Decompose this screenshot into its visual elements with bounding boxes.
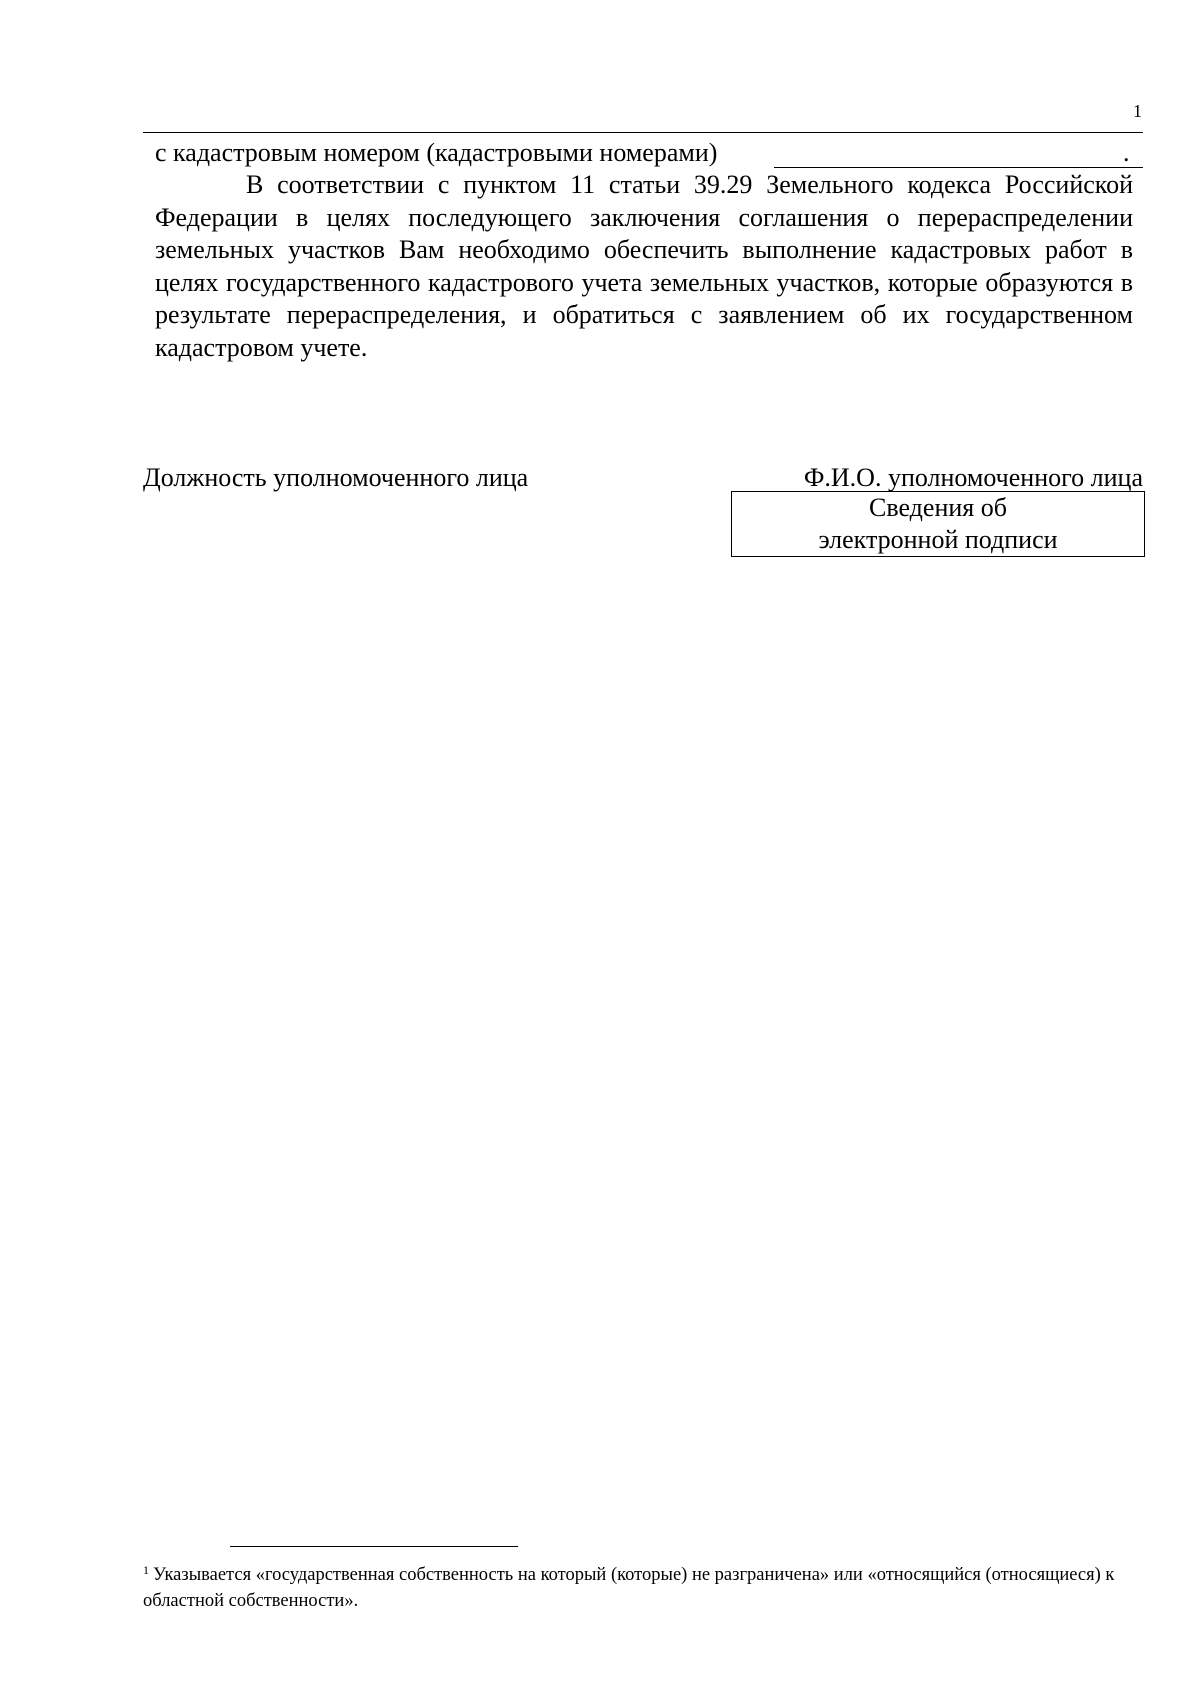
electronic-signature-box [731,491,1145,557]
cadastral-number-label: с кадастровым номером (кадастровыми номерами) [155,138,718,167]
cadastral-number-line [143,137,1143,171]
cadastral-number-blank [774,167,1143,168]
signature-box-line-2: электронной подписи [818,525,1058,554]
signature-box-line-1: Сведения об [869,493,1007,522]
authorized-person-name-label: Ф.И.О. уполномоченного лица [803,463,1143,492]
cadastral-number-end-mark: . [1123,138,1130,167]
page-number: 1 [1133,101,1142,121]
footnote-separator [230,1546,518,1547]
header-rule [143,132,1143,133]
footnote-text: Указывается «государственная собственность на который (которые) не разграничена» или «относящийся (относящиеся) к областной собственности». [143,1565,1115,1611]
footnote [143,1562,1143,1614]
footnote-marker: 1 [143,1563,149,1577]
main-paragraph: В соответствии с пунктом 11 статьи 39.29 Земельного кодекса Российской Федерации в целях последующего заключения соглашения о перераспределении земельных участков Вам необходимо обеспечить выполнение кадастровых работ в целях государственного кадастрового учета земельных участков, которые образуются в результате перераспределения, и обратиться с заявлением об их государственном кадастровом учете. [155,170,1133,362]
authorized-person-position-label: Должность уполномоченного лица [143,463,529,492]
